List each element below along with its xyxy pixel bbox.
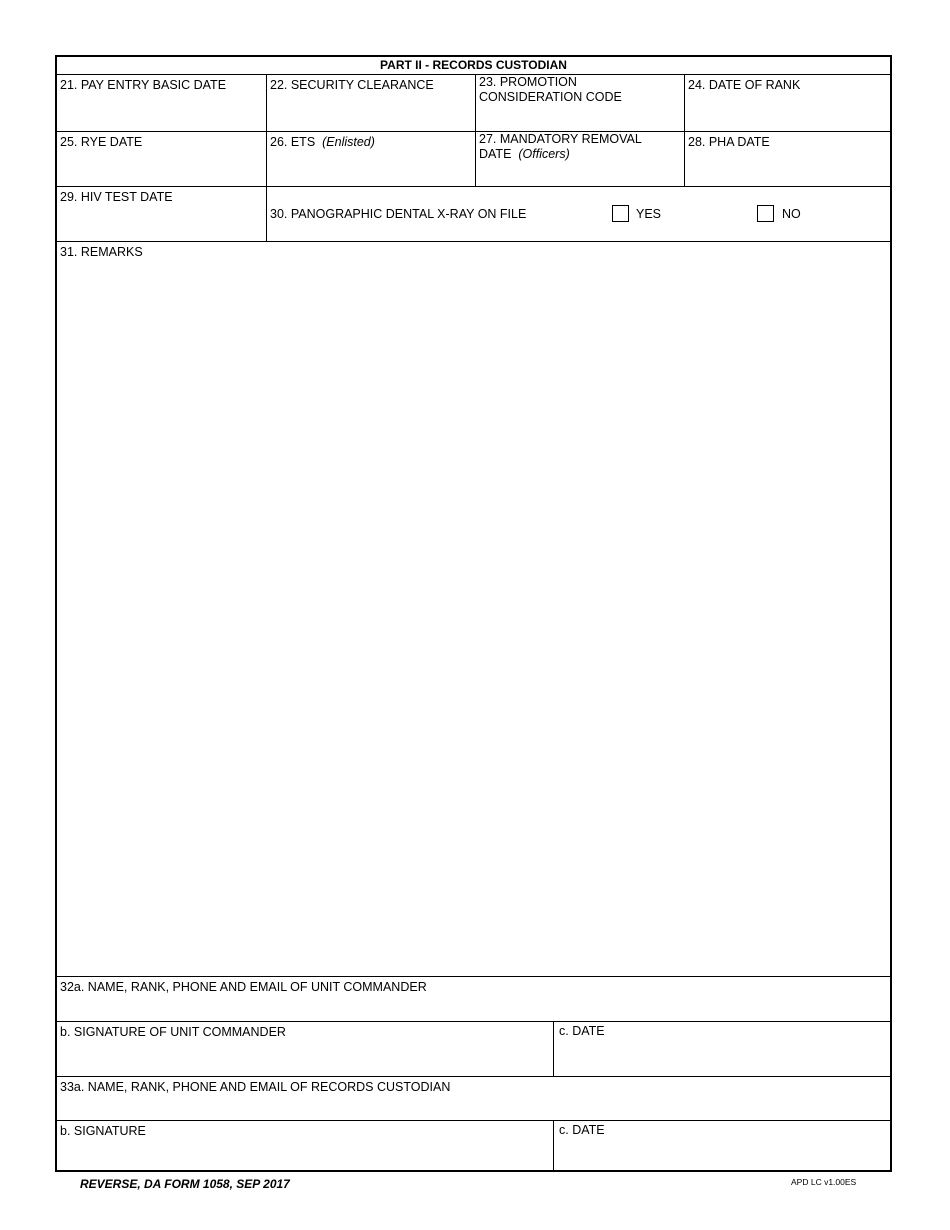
version-label: APD LC v1.00ES xyxy=(791,1177,857,1187)
field-label: 33a. NAME, RANK, PHONE AND EMAIL OF RECORDS CUSTODIAN xyxy=(60,1080,451,1094)
yes-label: YES xyxy=(636,207,662,221)
divider xyxy=(553,1120,554,1172)
field-label: 28. PHA DATE xyxy=(688,135,770,149)
field-date-of-rank[interactable] xyxy=(685,75,892,131)
field-label-note: (Officers) xyxy=(518,147,570,161)
field-label: b. SIGNATURE xyxy=(60,1124,146,1138)
field-label-text: 26. ETS xyxy=(270,135,316,149)
part-title: PART II - RECORDS CUSTODIAN xyxy=(380,58,567,72)
form-identifier: REVERSE, DA FORM 1058, SEP 2017 xyxy=(80,1177,290,1191)
field-label: 32a. NAME, RANK, PHONE AND EMAIL OF UNIT COMMANDER xyxy=(60,980,427,994)
divider xyxy=(266,74,267,241)
records-custodian-form xyxy=(55,55,892,1172)
field-unit-commander-info[interactable] xyxy=(57,977,892,1021)
field-unit-commander-date[interactable] xyxy=(554,1022,892,1076)
field-pha-date[interactable] xyxy=(685,132,892,186)
field-label-line1: 23. PROMOTION xyxy=(479,75,577,89)
field-label: c. DATE xyxy=(559,1123,605,1137)
field-label: 30. PANOGRAPHIC DENTAL X-RAY ON FILE xyxy=(270,207,527,221)
field-label: c. DATE xyxy=(559,1024,605,1038)
field-label-line2: CONSIDERATION CODE xyxy=(479,90,622,104)
field-records-custodian-signature[interactable] xyxy=(57,1121,553,1172)
field-rye-date[interactable] xyxy=(57,132,267,186)
field-promotion-consideration-code[interactable] xyxy=(476,75,685,131)
field-mandatory-removal-date[interactable] xyxy=(476,132,685,186)
field-label xyxy=(270,135,375,150)
field-security-clearance[interactable] xyxy=(267,75,476,131)
no-checkbox[interactable] xyxy=(757,205,774,222)
field-records-custodian-date[interactable] xyxy=(554,1121,892,1172)
field-label-note: (Enlisted) xyxy=(322,135,375,149)
field-label: b. SIGNATURE OF UNIT COMMANDER xyxy=(60,1025,286,1039)
field-label: 22. SECURITY CLEARANCE xyxy=(270,78,434,92)
field-hiv-test-date[interactable] xyxy=(57,187,267,241)
field-label-text: DATE xyxy=(479,147,512,161)
field-label: 24. DATE OF RANK xyxy=(688,78,801,92)
divider xyxy=(475,74,476,186)
divider xyxy=(684,74,685,186)
field-records-custodian-info[interactable] xyxy=(57,1077,892,1120)
field-pay-entry-basic-date[interactable] xyxy=(57,75,267,131)
field-label: 21. PAY ENTRY BASIC DATE xyxy=(60,78,227,92)
yes-checkbox[interactable] xyxy=(612,205,629,222)
field-ets[interactable] xyxy=(267,132,476,186)
divider xyxy=(553,1021,554,1076)
field-label: 29. HIV TEST DATE xyxy=(60,190,173,204)
field-unit-commander-signature[interactable] xyxy=(57,1022,553,1076)
field-remarks[interactable] xyxy=(57,242,892,976)
field-label: 25. RYE DATE xyxy=(60,135,143,149)
field-label-line1: 27. MANDATORY REMOVAL xyxy=(479,132,642,146)
field-label: 31. REMARKS xyxy=(60,245,143,259)
field-panographic-dental-xray xyxy=(267,187,892,241)
no-label: NO xyxy=(782,207,801,221)
field-label-line2 xyxy=(479,147,570,162)
